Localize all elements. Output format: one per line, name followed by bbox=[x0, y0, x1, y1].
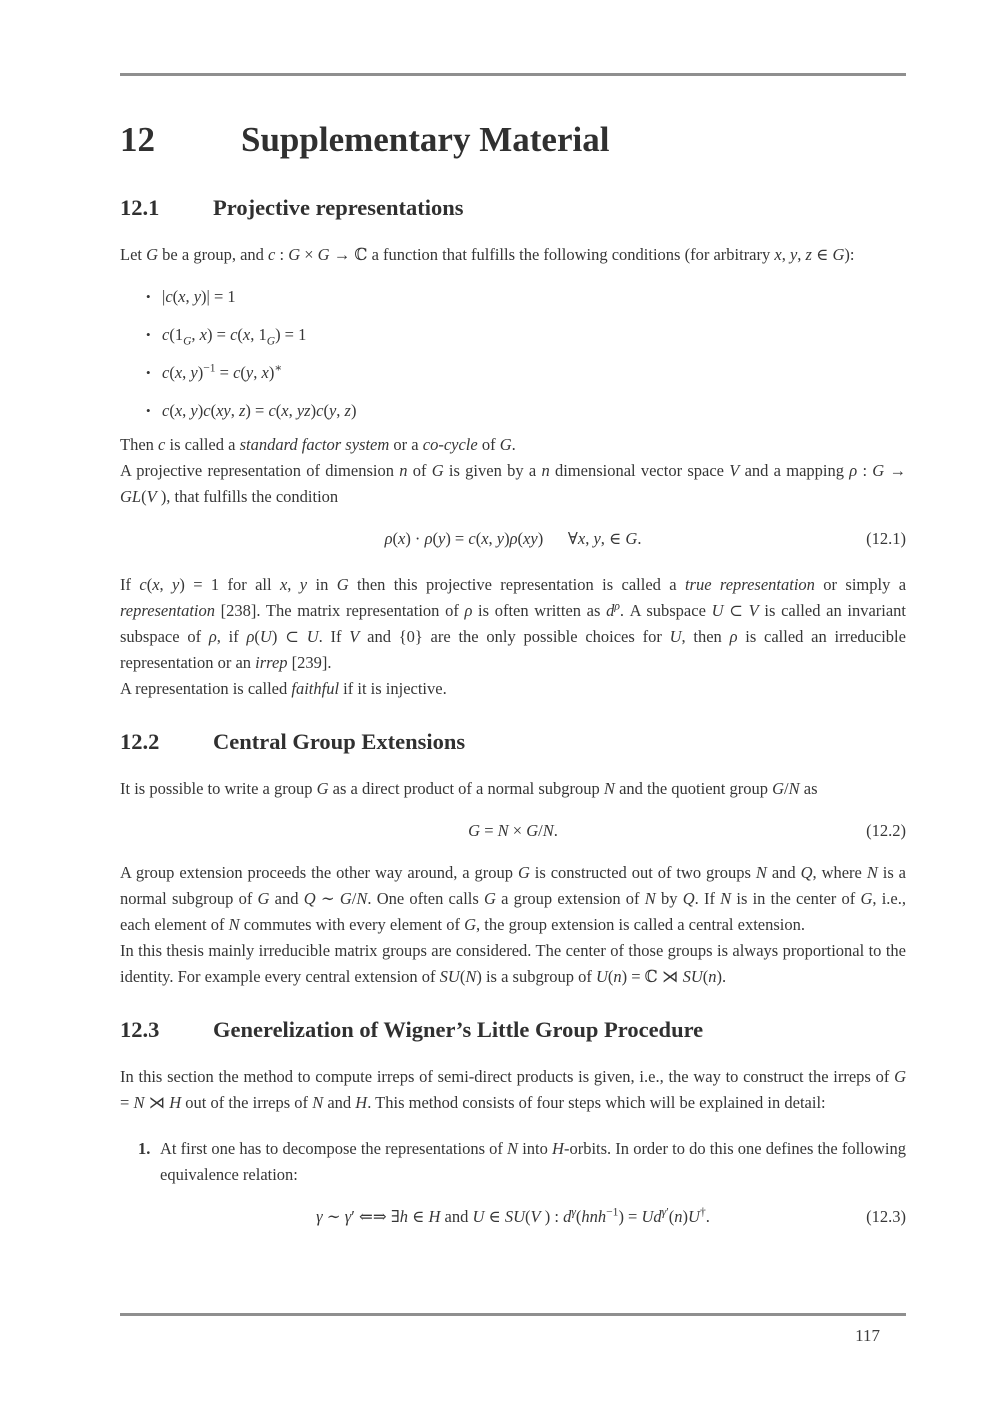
chapter-title: Supplementary Material bbox=[241, 120, 610, 159]
chapter-heading bbox=[120, 120, 906, 160]
paragraph-faithful: A representation is called faithful if it is injective. bbox=[120, 679, 447, 698]
paragraph-then: Then c is called a standard factor system or a co-cycle of G. bbox=[120, 435, 516, 454]
paragraph-projective: A projective representation of dimension n of G is given by a n dimensional vector space V and a mapping ρ : G → GL(V ), that fulfills the condition bbox=[120, 461, 906, 506]
paragraph-sec1-intro: Let G be a group, and c : G × G → ℂ a function that fulfills the following conditions (for arbitrary x, y, z ∈ G): bbox=[120, 245, 855, 264]
list-item-formula: c(x, y)$^{-1}$ = c(y, x)∗ bbox=[162, 362, 283, 382]
bullet-icon: • bbox=[146, 289, 151, 304]
section-title: Central Group Extensions bbox=[213, 729, 466, 754]
bullet-icon: • bbox=[146, 327, 151, 342]
page-number: 117 bbox=[855, 1326, 880, 1345]
equation-tag: (12.2) bbox=[866, 821, 906, 840]
section-heading-12-3 bbox=[120, 1016, 906, 1044]
bullet-icon: • bbox=[146, 365, 151, 380]
section-number: 12.1 bbox=[120, 195, 160, 220]
list-item bbox=[146, 360, 906, 386]
list-item bbox=[146, 322, 906, 348]
equation-body: G = N × G/N. bbox=[468, 821, 558, 840]
section-heading-12-2 bbox=[120, 728, 906, 756]
paragraph-sec3-intro: In this section the method to compute irreps of semi-direct products is given, i.e., the way to construct the irreps of G = N ⋊ H out of the irreps of N and H. This method consists of four steps which will be explained in detail: bbox=[120, 1067, 906, 1112]
equation-tag: (12.1) bbox=[866, 529, 906, 548]
section-number: 12.3 bbox=[120, 1017, 160, 1042]
condition-list bbox=[120, 284, 906, 424]
section-title: Generelization of Wigner’s Little Group Procedure bbox=[213, 1017, 704, 1042]
equation-tag: (12.3) bbox=[866, 1207, 906, 1226]
paragraph-sec2-intro: It is possible to write a group G as a direct product of a normal subgroup N and the quotient group G/N as bbox=[120, 779, 818, 798]
list-item-formula: $c(1_G$, x) = c(x, $1_G) = 1$ bbox=[162, 325, 307, 348]
chapter-number: 12 bbox=[120, 120, 155, 159]
equation-body: ρ(x) · ρ(y) = c(x, y)ρ(xy) ∀x, y, ∈ G. bbox=[384, 529, 642, 548]
numbered-item-1 bbox=[120, 1136, 906, 1188]
section-number: 12.2 bbox=[120, 729, 160, 754]
footer-rule bbox=[120, 1313, 906, 1316]
section-title: Projective representations bbox=[213, 195, 464, 220]
section-heading-12-1 bbox=[120, 194, 906, 222]
equation-12-3 bbox=[120, 1204, 906, 1230]
bullet-icon: • bbox=[146, 403, 151, 418]
paragraph-if: If c(x, y) = 1 for all x, y in G then this projective representation is called a true representation or simply a representation [238]. The matrix representation of ρ is often written as $d^\rho$. A subspace U ⊂ V is called an invariant subspace of ρ, if ρ(U) ⊂ U. If V and {0} are the only possible choices for U, then ρ is called an irreducible representation or an irrep [239]. bbox=[120, 575, 907, 672]
equation-12-1 bbox=[120, 526, 906, 552]
paragraph-thesis: In this thesis mainly irreducible matrix groups are considered. The center of those groups is always proportional to the identity. For example every central extension of SU(N) is a subgroup of U(n) = ℂ ⋊ SU(n). bbox=[120, 941, 906, 986]
list-item-formula: |c(x, y)| = 1 bbox=[162, 287, 236, 306]
list-item bbox=[146, 398, 906, 424]
paragraph-extension: A group extension proceeds the other way around, a group G is constructed out of two groups N and Q, where N is a normal subgroup of G and Q ∼ G/N. One often calls G a group extension of N by Q. If N is in the center of G, i.e., each element of N commutes with every element of G, the group extension is called a central extension. bbox=[120, 863, 907, 934]
equation-12-2 bbox=[120, 818, 906, 844]
item-number: 1. bbox=[138, 1139, 151, 1158]
equation-body: γ ∼ γ′ ⇐⇒ ∃h ∈ H and U ∈ SU(V ) : $d^\gamma(hnh^{-1}) = Ud^{\gamma'}(n)U^\dagger$. bbox=[316, 1206, 710, 1226]
header-rule bbox=[120, 73, 906, 76]
list-item-formula: c(x, y)c(xy, z) = c(x, yz)c(y, z) bbox=[162, 401, 357, 420]
item-text: At first one has to decompose the representations of N into H-orbits. In order to do this one defines the following equivalence relation: bbox=[160, 1139, 906, 1184]
list-item bbox=[146, 284, 906, 310]
